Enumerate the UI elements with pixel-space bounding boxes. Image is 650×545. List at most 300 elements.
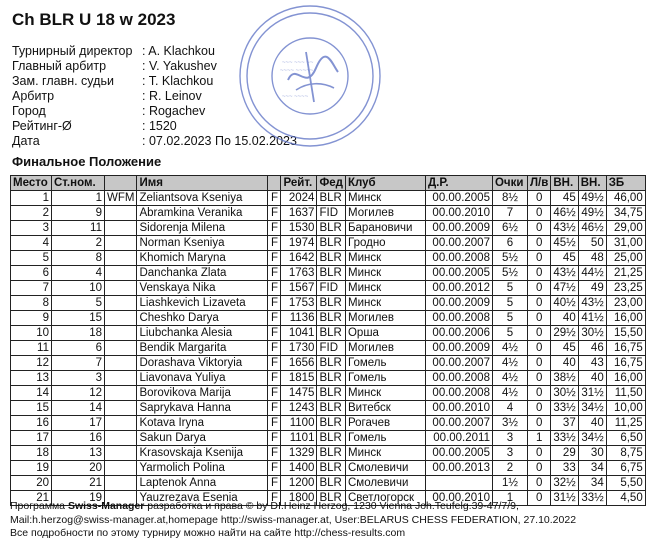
table-cell: Смолевичи: [345, 461, 425, 476]
table-row: [11, 431, 646, 446]
table-cell: WFM: [105, 191, 137, 206]
column-header: Клуб: [345, 176, 425, 191]
table-cell: F: [268, 206, 281, 221]
table-cell: 1475: [281, 386, 317, 401]
table-cell: 33: [551, 461, 578, 476]
info-label: Главный арбитр: [12, 59, 107, 73]
table-cell: 11,25: [606, 416, 645, 431]
table-cell: 00.00.2008: [425, 386, 492, 401]
table-cell: F: [268, 416, 281, 431]
table-cell: [105, 476, 137, 491]
table-cell: 00.00.2006: [425, 326, 492, 341]
table-cell: 29,00: [606, 221, 645, 236]
table-cell: 6½: [492, 221, 527, 236]
table-cell: 8½: [492, 191, 527, 206]
table-cell: [105, 251, 137, 266]
table-cell: 21: [52, 476, 105, 491]
table-cell: 4: [492, 401, 527, 416]
table-cell: 5: [492, 296, 527, 311]
table-cell: 1½: [492, 476, 527, 491]
table-cell: BLR: [317, 191, 346, 206]
table-cell: 9: [52, 206, 105, 221]
table-cell: 6: [492, 236, 527, 251]
table-cell: Могилев: [345, 341, 425, 356]
table-cell: BLR: [317, 251, 346, 266]
table-cell: 5: [492, 311, 527, 326]
table-cell: [105, 371, 137, 386]
table-cell: 1101: [281, 431, 317, 446]
table-cell: Venskaya Nika: [137, 281, 268, 296]
table-cell: 00.00.2009: [425, 296, 492, 311]
column-header: ВН.: [551, 176, 578, 191]
table-cell: 4: [52, 266, 105, 281]
table-cell: 21: [11, 491, 52, 506]
table-cell: 43½: [578, 296, 606, 311]
table-cell: Гомель: [345, 431, 425, 446]
column-header: Место: [11, 176, 52, 191]
table-cell: 40: [578, 371, 606, 386]
official-stamp: [236, 2, 384, 150]
table-cell: BLR: [317, 236, 346, 251]
table-cell: 0: [527, 281, 550, 296]
table-cell: 5,50: [606, 476, 645, 491]
table-cell: BLR: [317, 491, 346, 506]
table-cell: 0: [527, 221, 550, 236]
table-cell: 3: [52, 371, 105, 386]
table-cell: 31½: [551, 491, 578, 506]
table-row: [11, 296, 646, 311]
table-cell: F: [268, 221, 281, 236]
table-cell: 1642: [281, 251, 317, 266]
table-cell: F: [268, 446, 281, 461]
table-cell: [105, 311, 137, 326]
table-cell: Витебск: [345, 401, 425, 416]
table-cell: 20: [52, 461, 105, 476]
table-cell: 1041: [281, 326, 317, 341]
table-cell: FID: [317, 281, 346, 296]
table-cell: 16,75: [606, 341, 645, 356]
table-cell: 9: [11, 311, 52, 326]
info-label: Рейтинг-Ø: [12, 119, 72, 133]
table-cell: 29: [551, 446, 578, 461]
table-cell: F: [268, 386, 281, 401]
column-header: Фед: [317, 176, 346, 191]
table-cell: Laptenok Anna: [137, 476, 268, 491]
table-cell: 4½: [492, 386, 527, 401]
table-cell: 21,25: [606, 266, 645, 281]
table-row: [11, 251, 646, 266]
info-value: : T. Klachkou: [142, 74, 214, 88]
table-header-row: [11, 176, 646, 191]
table-row: [11, 371, 646, 386]
table-cell: Kotava Iryna: [137, 416, 268, 431]
table-cell: 33½: [578, 491, 606, 506]
table-cell: 00.00.2013: [425, 461, 492, 476]
table-cell: 34½: [578, 431, 606, 446]
info-label: Город: [12, 104, 46, 118]
table-cell: FID: [317, 341, 346, 356]
table-cell: 11: [11, 341, 52, 356]
table-cell: 40: [551, 311, 578, 326]
table-cell: 5: [492, 281, 527, 296]
table-cell: Могилев: [345, 206, 425, 221]
info-value: : 07.02.2023 По 15.02.2023: [142, 134, 297, 148]
table-cell: 14: [52, 401, 105, 416]
table-cell: Орша: [345, 326, 425, 341]
table-cell: 0: [527, 491, 550, 506]
info-label: Дата: [12, 134, 40, 148]
table-cell: Saprykava Hanna: [137, 401, 268, 416]
table-cell: BLR: [317, 311, 346, 326]
table-cell: 00.00.2007: [425, 416, 492, 431]
table-cell: 1567: [281, 281, 317, 296]
table-cell: 20: [11, 476, 52, 491]
info-label: Зам. главн. судьи: [12, 74, 114, 88]
table-cell: 16,75: [606, 356, 645, 371]
table-cell: 1974: [281, 236, 317, 251]
table-cell: 7: [492, 206, 527, 221]
table-cell: F: [268, 191, 281, 206]
info-label: Турнирный директор: [12, 44, 133, 58]
column-header: Л/в: [527, 176, 550, 191]
table-cell: 0: [527, 311, 550, 326]
table-cell: F: [268, 296, 281, 311]
table-row: [11, 311, 646, 326]
table-cell: 46½: [578, 221, 606, 236]
table-cell: Гомель: [345, 356, 425, 371]
table-cell: 32½: [551, 476, 578, 491]
table-cell: [105, 341, 137, 356]
table-cell: 29½: [551, 326, 578, 341]
table-cell: 47½: [551, 281, 578, 296]
table-cell: 00.00.2008: [425, 251, 492, 266]
table-cell: 45: [551, 191, 578, 206]
table-cell: 1400: [281, 461, 317, 476]
table-cell: BLR: [317, 461, 346, 476]
table-cell: 1656: [281, 356, 317, 371]
table-cell: 00.00.2012: [425, 281, 492, 296]
table-cell: 0: [527, 461, 550, 476]
table-cell: 25,00: [606, 251, 645, 266]
info-value: : Rogachev: [142, 104, 206, 118]
column-header: Имя: [137, 176, 268, 191]
table-cell: Гродно: [345, 236, 425, 251]
table-cell: 00.00.2010: [425, 491, 492, 506]
table-cell: 49: [578, 281, 606, 296]
table-cell: 00.00.2009: [425, 221, 492, 236]
table-cell: F: [268, 461, 281, 476]
table-cell: 0: [527, 401, 550, 416]
table-cell: 31½: [578, 386, 606, 401]
table-cell: 17: [52, 416, 105, 431]
table-cell: Yauzrezava Esenia: [137, 491, 268, 506]
table-cell: Danchanka Zlata: [137, 266, 268, 281]
table-cell: 31,00: [606, 236, 645, 251]
table-cell: 45: [551, 251, 578, 266]
table-cell: 00.00.2008: [425, 371, 492, 386]
table-cell: 00.00.2007: [425, 356, 492, 371]
table-row: [11, 341, 646, 356]
table-row: [11, 281, 646, 296]
table-cell: Минск: [345, 251, 425, 266]
table-cell: [105, 236, 137, 251]
table-cell: BLR: [317, 386, 346, 401]
table-row: [11, 326, 646, 341]
table-cell: 5½: [492, 251, 527, 266]
table-row: [11, 221, 646, 236]
table-cell: F: [268, 476, 281, 491]
table-cell: 15: [11, 401, 52, 416]
table-cell: Zeliantsova Kseniya: [137, 191, 268, 206]
table-cell: Минск: [345, 296, 425, 311]
table-cell: 1: [492, 491, 527, 506]
table-cell: 0: [527, 446, 550, 461]
table-cell: [105, 401, 137, 416]
table-cell: 23,25: [606, 281, 645, 296]
table-cell: 4½: [492, 371, 527, 386]
table-cell: Cheshko Darya: [137, 311, 268, 326]
table-cell: 41½: [578, 311, 606, 326]
table-cell: 4,50: [606, 491, 645, 506]
table-cell: 0: [527, 296, 550, 311]
standings-table: [10, 175, 646, 506]
table-cell: 43½: [551, 221, 578, 236]
table-cell: 00.00.2010: [425, 206, 492, 221]
table-row: [11, 266, 646, 281]
table-cell: BLR: [317, 266, 346, 281]
table-row: [11, 356, 646, 371]
table-cell: 1: [11, 191, 52, 206]
table-cell: 0: [527, 266, 550, 281]
table-row: [11, 236, 646, 251]
table-row: [11, 461, 646, 476]
table-cell: BLR: [317, 371, 346, 386]
table-cell: 12: [11, 356, 52, 371]
table-cell: 6: [11, 266, 52, 281]
table-cell: 45: [551, 341, 578, 356]
table-cell: 19: [11, 461, 52, 476]
table-cell: 0: [527, 356, 550, 371]
svg-text:~~~~ ~~~~~: ~~~~ ~~~~~: [280, 68, 314, 74]
table-cell: 1243: [281, 401, 317, 416]
table-cell: Bendik Margarita: [137, 341, 268, 356]
table-cell: 40: [578, 416, 606, 431]
table-cell: Sidorenja Milena: [137, 221, 268, 236]
table-cell: 00.00.2011: [425, 431, 492, 446]
table-cell: 50: [578, 236, 606, 251]
table-cell: 34: [578, 461, 606, 476]
table-cell: F: [268, 236, 281, 251]
table-cell: F: [268, 401, 281, 416]
table-cell: BLR: [317, 326, 346, 341]
table-cell: 1329: [281, 446, 317, 461]
column-header: Очки: [492, 176, 527, 191]
table-cell: 3: [492, 446, 527, 461]
table-cell: 1800: [281, 491, 317, 506]
info-label: Арбитр: [12, 89, 55, 103]
svg-text:~~~ ~~~~: ~~~ ~~~~: [282, 94, 309, 100]
table-cell: 10: [11, 326, 52, 341]
table-cell: 46,00: [606, 191, 645, 206]
table-cell: 10,00: [606, 401, 645, 416]
table-cell: 2: [11, 206, 52, 221]
table-cell: 2: [492, 461, 527, 476]
table-cell: Abramkina Veranika: [137, 206, 268, 221]
table-cell: 38½: [551, 371, 578, 386]
table-cell: 00.00.2009: [425, 341, 492, 356]
table-cell: 40: [551, 356, 578, 371]
table-cell: F: [268, 356, 281, 371]
info-value: : V. Yakushev: [142, 59, 217, 73]
table-cell: BLR: [317, 431, 346, 446]
table-cell: Norman Kseniya: [137, 236, 268, 251]
table-cell: 1530: [281, 221, 317, 236]
table-cell: 34: [578, 476, 606, 491]
tournament-title: Ch BLR U 18 w 2023: [12, 10, 176, 29]
table-cell: 19: [52, 491, 105, 506]
table-cell: 8,75: [606, 446, 645, 461]
info-value: : 1520: [142, 119, 177, 133]
table-cell: 34½: [578, 401, 606, 416]
table-cell: 23,00: [606, 296, 645, 311]
table-cell: 6,75: [606, 461, 645, 476]
table-cell: 1100: [281, 416, 317, 431]
table-row: [11, 206, 646, 221]
table-cell: Гомель: [345, 371, 425, 386]
table-cell: 2024: [281, 191, 317, 206]
table-row: [11, 191, 646, 206]
table-cell: 00.00.2010: [425, 401, 492, 416]
table-cell: 3: [492, 431, 527, 446]
table-cell: Dorashava Viktoryia: [137, 356, 268, 371]
table-cell: BLR: [317, 401, 346, 416]
table-cell: 4: [11, 236, 52, 251]
table-cell: 12: [52, 386, 105, 401]
table-cell: 5: [11, 251, 52, 266]
table-cell: [105, 266, 137, 281]
table-cell: 33½: [551, 401, 578, 416]
table-cell: 0: [527, 236, 550, 251]
table-cell: 5: [492, 326, 527, 341]
table-cell: 00.00.2005: [425, 266, 492, 281]
table-cell: 1637: [281, 206, 317, 221]
column-header: ВН.: [578, 176, 606, 191]
table-cell: 33½: [551, 431, 578, 446]
table-cell: 37: [551, 416, 578, 431]
table-cell: F: [268, 326, 281, 341]
footer-line-3: Все подробности по этому турниру можно найти на сайте http://chess-results.com: [10, 527, 406, 539]
table-row: [11, 446, 646, 461]
table-cell: [425, 476, 492, 491]
table-cell: Yarmolich Polina: [137, 461, 268, 476]
table-cell: FID: [317, 206, 346, 221]
table-cell: Могилев: [345, 311, 425, 326]
table-cell: 46: [578, 341, 606, 356]
table-cell: 18: [52, 326, 105, 341]
table-cell: Светлогорск: [345, 491, 425, 506]
table-cell: [105, 206, 137, 221]
column-header: Рейт.: [281, 176, 317, 191]
table-cell: 16: [52, 431, 105, 446]
table-cell: Минск: [345, 191, 425, 206]
table-cell: BLR: [317, 221, 346, 236]
table-cell: 14: [11, 386, 52, 401]
table-cell: 34,75: [606, 206, 645, 221]
column-header: [105, 176, 137, 191]
section-title: Финальное Положение: [12, 154, 162, 169]
table-row: [11, 416, 646, 431]
table-cell: 8: [11, 296, 52, 311]
table-cell: 5: [52, 296, 105, 311]
table-cell: Borovikova Marija: [137, 386, 268, 401]
footer-line-1: Программа Swiss-Manager разработка и права © by DI.Heinz Herzog, 1230 Vienna Joh.Teufelg.39-47/7/9,: [10, 500, 519, 512]
table-cell: 4½: [492, 356, 527, 371]
table-cell: 0: [527, 476, 550, 491]
table-cell: [105, 221, 137, 236]
table-cell: 1200: [281, 476, 317, 491]
table-cell: 45½: [551, 236, 578, 251]
table-cell: 11,50: [606, 386, 645, 401]
table-cell: 0: [527, 341, 550, 356]
table-cell: BLR: [317, 446, 346, 461]
table-cell: BLR: [317, 296, 346, 311]
table-cell: 16,00: [606, 311, 645, 326]
table-cell: BLR: [317, 416, 346, 431]
table-cell: 1: [52, 191, 105, 206]
table-cell: 3: [11, 221, 52, 236]
table-cell: 48: [578, 251, 606, 266]
table-cell: 49½: [578, 191, 606, 206]
svg-text:~~~ ~~~ ~~: ~~~ ~~~ ~~: [282, 60, 314, 66]
table-cell: 1730: [281, 341, 317, 356]
table-cell: 00.00.2005: [425, 446, 492, 461]
table-cell: Минск: [345, 386, 425, 401]
table-cell: Krasovskaja Ksenija: [137, 446, 268, 461]
table-cell: Liubchanka Alesia: [137, 326, 268, 341]
table-cell: 2: [52, 236, 105, 251]
table-cell: 11: [52, 221, 105, 236]
table-cell: [105, 281, 137, 296]
table-cell: 30½: [578, 326, 606, 341]
table-cell: Минск: [345, 281, 425, 296]
table-cell: 0: [527, 371, 550, 386]
table-cell: [105, 356, 137, 371]
table-cell: [105, 446, 137, 461]
table-row: [11, 476, 646, 491]
table-cell: 00.00.2007: [425, 236, 492, 251]
table-cell: 7: [11, 281, 52, 296]
table-cell: 16,00: [606, 371, 645, 386]
table-cell: 1753: [281, 296, 317, 311]
table-cell: F: [268, 266, 281, 281]
table-cell: 5½: [492, 266, 527, 281]
table-cell: 13: [52, 446, 105, 461]
column-header: Ст.ном.: [52, 176, 105, 191]
table-cell: 1763: [281, 266, 317, 281]
table-cell: F: [268, 251, 281, 266]
table-cell: BLR: [317, 476, 346, 491]
table-cell: 40½: [551, 296, 578, 311]
table-cell: Liashkevich Lizaveta: [137, 296, 268, 311]
column-header: [268, 176, 281, 191]
column-header: ЗБ: [606, 176, 645, 191]
table-cell: 44½: [578, 266, 606, 281]
table-cell: Смолевичи: [345, 476, 425, 491]
table-cell: 15: [52, 311, 105, 326]
table-cell: [105, 431, 137, 446]
table-cell: F: [268, 281, 281, 296]
table-cell: Рогачев: [345, 416, 425, 431]
